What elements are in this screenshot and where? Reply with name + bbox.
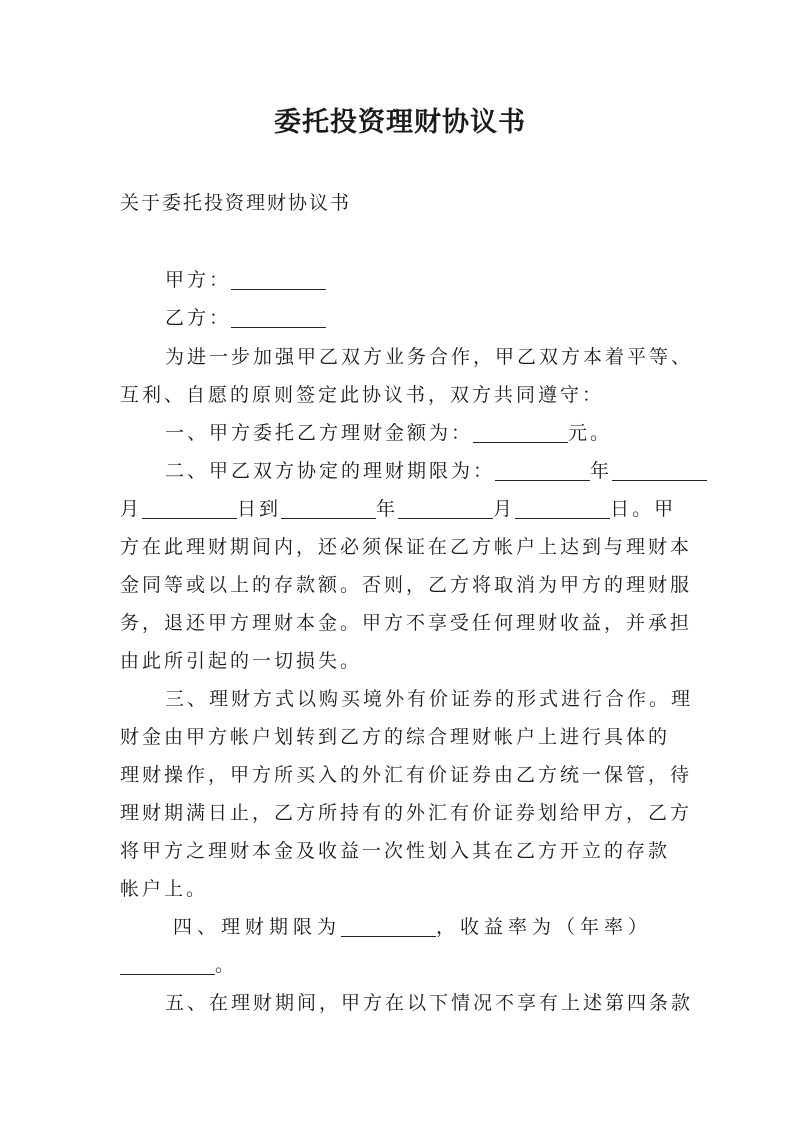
year-label: 年	[590, 460, 613, 482]
start-day-blank	[142, 499, 237, 519]
party-b-label: 乙方：	[165, 307, 232, 329]
start-month-blank	[612, 461, 707, 481]
clause-2-line	[165, 459, 800, 483]
clause-2-end: 日。甲	[610, 498, 677, 520]
month-label: 月	[120, 498, 143, 520]
paragraph-line: 由此所引起的一切损失。	[120, 650, 363, 672]
paragraph-line: 三、理财方式以购买境外有价证券的形式进行合作。理	[165, 688, 694, 710]
party-b-blank	[231, 308, 326, 328]
clause-4-rate: ，收益率为（年率）	[436, 916, 653, 938]
clause-1-text: 一、甲方委托乙方理财金额为：	[165, 422, 474, 444]
term-blank	[341, 917, 436, 937]
subtitle: 关于委托投资理财协议书	[120, 192, 352, 214]
paragraph-line: 互利、自愿的原则签定此协议书，双方共同遵守：	[120, 384, 605, 406]
party-b-line	[165, 306, 800, 330]
clause-2-date-line	[120, 497, 800, 521]
rate-blank	[120, 955, 215, 975]
clause-2-text: 二、甲乙双方协定的理财期限为：	[165, 460, 496, 482]
clause-4-end: 。	[215, 954, 238, 976]
document-title: 委托投资理财协议书	[274, 107, 526, 138]
party-a-blank	[231, 270, 326, 290]
paragraph-line: 务，退还甲方理财本金。甲方不享受任何理财收益，并承担	[120, 612, 693, 634]
year-label: 年	[376, 498, 399, 520]
clause-4-text: 四、理财期限为	[173, 916, 342, 938]
paragraph-line: 帐户上。	[120, 878, 209, 900]
paragraph-line: 理财期满日止，乙方所持有的外汇有价证券划给甲方，乙方	[120, 802, 693, 824]
party-a-line	[165, 268, 800, 292]
paragraph-line: 将甲方之理财本金及收益一次性划入其在乙方开立的存款	[120, 840, 671, 862]
end-year-blank	[281, 499, 376, 519]
clause-4-rate-line	[120, 953, 800, 977]
party-a-label: 甲方：	[165, 269, 232, 291]
paragraph-line: 为进一步加强甲乙双方业务合作，甲乙双方本着平等、	[165, 346, 694, 368]
end-day-blank	[515, 499, 610, 519]
clause-4-line	[173, 915, 800, 939]
paragraph-line: 五、在理财期间，甲方在以下情况不享有上述第四条款	[165, 992, 694, 1014]
paragraph-line: 方在此理财期间内，还必须保证在乙方帐户上达到与理财本	[120, 536, 693, 558]
month-label: 月	[493, 498, 516, 520]
end-month-blank	[398, 499, 493, 519]
day-to-label: 日到	[237, 498, 282, 520]
amount-blank	[473, 423, 568, 443]
paragraph-line: 理财操作，甲方所买入的外汇有价证券由乙方统一保管，待	[120, 764, 693, 786]
paragraph-line: 金同等或以上的存款额。否则，乙方将取消为甲方的理财服	[120, 574, 693, 596]
clause-1-unit: 元。	[568, 422, 613, 444]
clause-1-line	[165, 421, 800, 445]
start-year-blank	[495, 461, 590, 481]
paragraph-line: 财金由甲方帐户划转到乙方的综合理财帐户上进行具体的	[120, 726, 671, 748]
